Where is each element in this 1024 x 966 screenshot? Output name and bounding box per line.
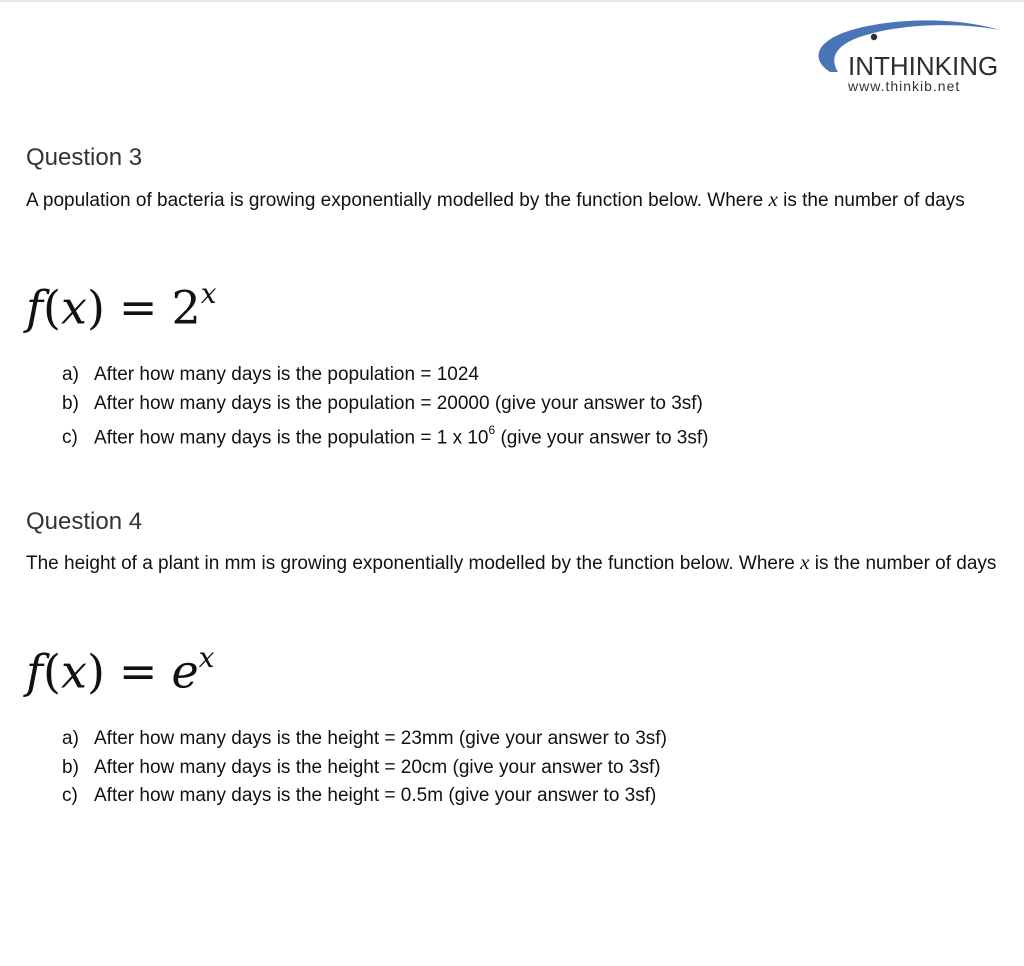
- question-4-title: Question 4: [26, 508, 143, 535]
- question-4-text: The height of a plant in mm is growing exponentially modelled by the function below. Where x is the number of days: [26, 550, 997, 574]
- question-3-formula: $f(x) = 2^x$: [26, 277, 217, 335]
- logo-url: www.thinkib.net: [848, 78, 961, 94]
- logo-wordmark: INTHINKING: [848, 51, 999, 81]
- variable-x: x: [768, 187, 778, 211]
- question-4-parts: [62, 725, 667, 811]
- inthinking-logo: [808, 14, 1004, 98]
- list-item: c) After how many days is the population = 1 x $10^6$ (give your answer to 3sf): [62, 423, 709, 449]
- question-3-text: A population of bacteria is growing exponentially modelled by the function below. Where x is the number of days: [26, 187, 965, 211]
- question-4-formula: $f(x) = e^x$: [26, 641, 215, 699]
- list-item: c) After how many days is the height = 0.5m (give your answer to 3sf): [62, 785, 657, 806]
- variable-x: x: [800, 550, 810, 574]
- question-3-parts: [62, 361, 708, 453]
- list-item: a) After how many days is the height = 23mm (give your answer to 3sf): [62, 728, 667, 749]
- list-item: a) After how many days is the population = 1024: [62, 364, 479, 385]
- question-3-title: Question 3: [26, 144, 143, 171]
- top-border: [0, 0, 1024, 2]
- list-item: b) After how many days is the population = 20000 (give your answer to 3sf): [62, 392, 703, 414]
- list-item: b) After how many days is the height = 20cm (give your answer to 3sf): [62, 756, 661, 778]
